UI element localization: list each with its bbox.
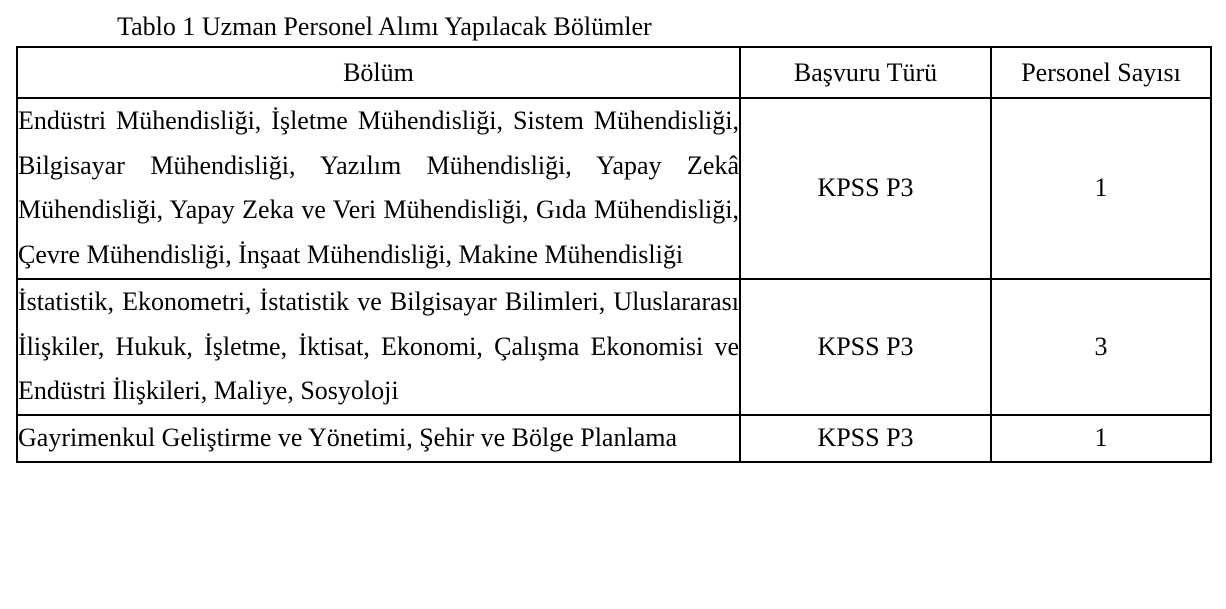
cell-bolum: İstatistik, Ekonometri, İstatistik ve Bilgisayar Bilimleri, Uluslararası İlişkiler, Hukuk, İşletme, İktisat, Ekonomi, Çalışma Ekonomisi ve Endüstri İlişkileri, Maliye, Sosyoloji (17, 279, 740, 415)
cell-personel-sayisi: 1 (991, 415, 1211, 462)
header-bolum: Bölüm (17, 47, 740, 98)
cell-basvuru-turu: KPSS P3 (740, 98, 991, 279)
cell-basvuru-turu: KPSS P3 (740, 279, 991, 415)
departments-table (16, 46, 1212, 463)
table-row (17, 98, 1211, 279)
table-caption: Tablo 1 Uzman Personel Alımı Yapılacak Bölümler (117, 12, 652, 41)
cell-basvuru-turu: KPSS P3 (740, 415, 991, 462)
cell-bolum: Endüstri Mühendisliği, İşletme Mühendisliği, Sistem Mühendisliği, Bilgisayar Mühendisliği, Yazılım Mühendisliği, Yapay Zekâ Mühendisliği, Yapay Zeka ve Veri Mühendisliği, Gıda Mühendisliği, Çevre Mühendisliği, İnşaat Mühendisliği, Makine Mühendisliği (17, 98, 740, 279)
header-basvuru-turu: Başvuru Türü (740, 47, 991, 98)
table-row (17, 415, 1211, 462)
table-row (17, 279, 1211, 415)
cell-bolum: Gayrimenkul Geliştirme ve Yönetimi, Şehir ve Bölge Planlama (17, 415, 740, 462)
header-personel-sayisi: Personel Sayısı (991, 47, 1211, 98)
cell-personel-sayisi: 3 (991, 279, 1211, 415)
table-header-row (17, 47, 1211, 98)
cell-personel-sayisi: 1 (991, 98, 1211, 279)
